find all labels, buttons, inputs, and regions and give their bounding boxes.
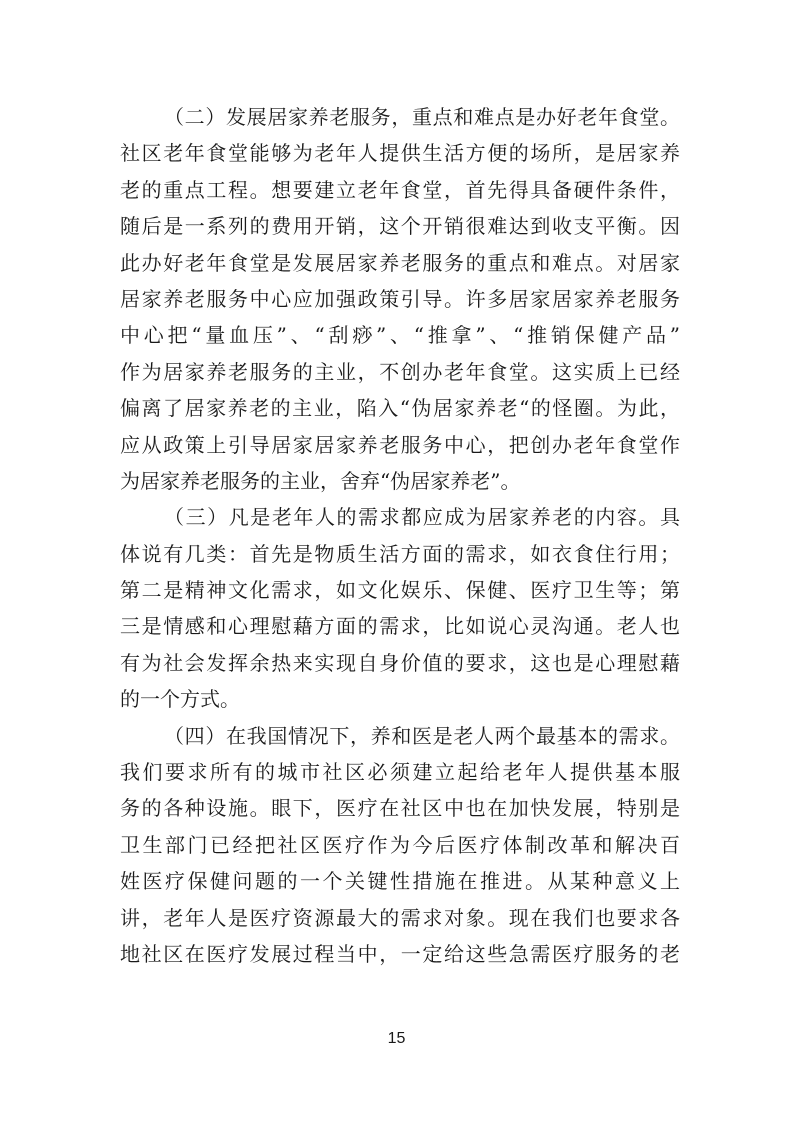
text-line: 老的重点工程。想要建立老年食堂，首先得具备硬件条件， [120, 177, 680, 202]
text-line: 三是情感和心理慰藉方面的需求，比如说心灵沟通。老人也 [120, 614, 680, 639]
body-text [120, 99, 680, 972]
text-line: 的一个方式。 [120, 687, 240, 712]
text-line: 居家养老服务中心应加强政策引导。许多居家居家养老服务 [120, 286, 680, 311]
text-line: 为居家养老服务的主业，舍弃“伪居家养老”。 [120, 468, 521, 493]
text-line: 我们要求所有的城市社区必须建立起给老年人提供基本服 [120, 760, 680, 785]
text-line: 姓医疗保健问题的一个关键性措施在推进。从某种意义上 [120, 869, 680, 894]
text-line: 有为社会发挥余热来实现自身价值的要求，这也是心理慰藉 [120, 650, 680, 675]
text-line: 务的各种设施。眼下，医疗在社区中也在加快发展，特别是 [120, 796, 680, 821]
text-line: 讲，老年人是医疗资源最大的需求对象。现在我们也要求各 [120, 905, 680, 930]
text-line: 中心把“量血压”、“刮痧”、“推拿”、“推销保健产品” [120, 323, 680, 348]
text-line: 社区老年食堂能够为老年人提供生活方便的场所，是居家养 [120, 141, 680, 166]
text-line: 地社区在医疗发展过程当中，一定给这些急需医疗服务的老 [120, 941, 680, 966]
text-line: （二）发展居家养老服务，重点和难点是办好老年食堂。 [164, 105, 680, 129]
text-line: 体说有几类：首先是物质生活方面的需求，如衣食住行用； [120, 541, 680, 566]
paragraph-section-3 [120, 499, 680, 717]
text-line: 第二是精神文化需求，如文化娱乐、保健、医疗卫生等；第 [120, 578, 680, 603]
text-line: 此办好老年食堂是发展居家养老服务的重点和难点。对居家 [120, 250, 680, 275]
text-line: 应从政策上引导居家居家养老服务中心，把创办老年食堂作 [120, 432, 680, 457]
text-line: 作为居家养老服务的主业，不创办老年食堂。这实质上已经 [120, 359, 680, 384]
paragraph-section-4 [120, 718, 680, 973]
text-line: （四）在我国情况下，养和医是老人两个最基本的需求。 [164, 723, 680, 748]
paragraph-section-2 [120, 99, 680, 499]
text-line: 卫生部门已经把社区医疗作为今后医疗体制改革和解决百 [120, 832, 680, 857]
text-line: 偏离了居家养老的主业，陷入“伪居家养老“的怪圈。为此， [120, 396, 680, 421]
text-line: （三）凡是老年人的需求都应成为居家养老的内容。具 [164, 505, 680, 530]
text-line: 随后是一系列的费用开销，这个开销很难达到收支平衡。因 [120, 214, 680, 239]
page-number: 15 [387, 1030, 406, 1047]
